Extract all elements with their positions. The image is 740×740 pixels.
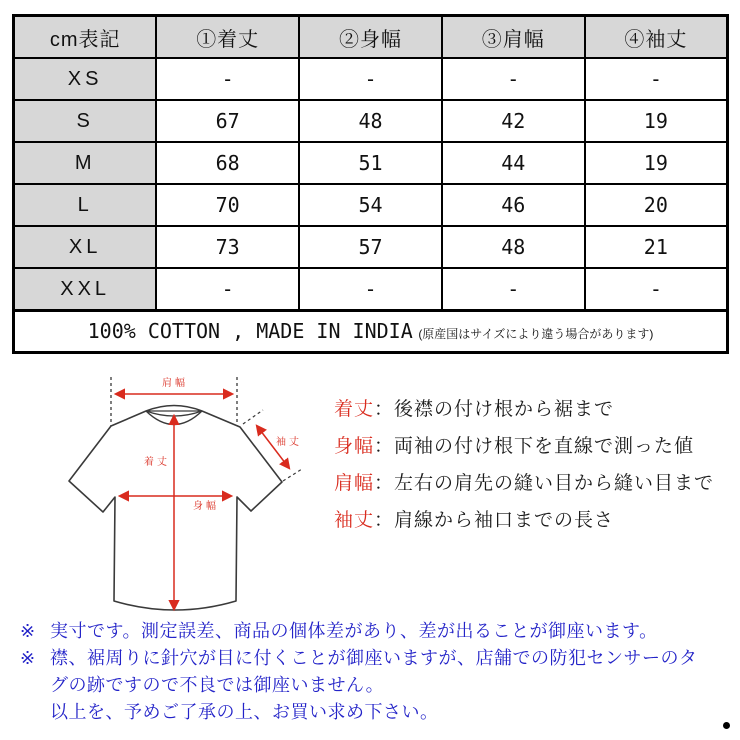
header-cell-length: ①着丈 bbox=[156, 16, 299, 59]
table-header-row bbox=[14, 16, 728, 59]
note-marker: ※ bbox=[20, 648, 36, 668]
legend-item-length bbox=[334, 391, 714, 428]
legend-item-sleeve bbox=[334, 502, 714, 539]
header-cell-width: ②身幅 bbox=[299, 16, 442, 59]
header-cell-unit: cm表記 bbox=[14, 16, 157, 59]
value-cell: - bbox=[299, 268, 442, 311]
value-cell: 48 bbox=[442, 226, 585, 268]
value-cell: 20 bbox=[585, 184, 728, 226]
material-cell bbox=[14, 311, 728, 353]
note-text: 実寸です。測定誤差、商品の個体差があり、差が出ることが御座います。 bbox=[50, 621, 658, 641]
size-label: M bbox=[14, 142, 157, 184]
legend-term: 肩幅 bbox=[334, 473, 375, 494]
value-cell: 48 bbox=[299, 100, 442, 142]
value-cell: 51 bbox=[299, 142, 442, 184]
note-line-3 bbox=[20, 672, 734, 699]
note-marker: ※ bbox=[20, 621, 36, 641]
legend-term: 着丈 bbox=[334, 399, 375, 420]
table-row-xxl bbox=[14, 268, 728, 311]
value-cell: 70 bbox=[156, 184, 299, 226]
value-cell: - bbox=[156, 58, 299, 100]
sleeve-guide-top bbox=[243, 410, 263, 424]
value-cell: 19 bbox=[585, 142, 728, 184]
footnotes bbox=[20, 618, 734, 726]
legend-desc: ：左右の肩先の縫い目から縫い目まで bbox=[374, 473, 715, 494]
table-footer-row bbox=[14, 311, 728, 353]
value-cell: 44 bbox=[442, 142, 585, 184]
size-label: S bbox=[14, 100, 157, 142]
value-cell: - bbox=[585, 268, 728, 311]
table-row-m bbox=[14, 142, 728, 184]
value-cell: 73 bbox=[156, 226, 299, 268]
legend-desc: ：後襟の付け根から裾まで bbox=[374, 399, 615, 420]
note-line-1 bbox=[20, 618, 734, 645]
table-row-s bbox=[14, 100, 728, 142]
size-label: XL bbox=[14, 226, 157, 268]
table-row-l bbox=[14, 184, 728, 226]
table-row-xs bbox=[14, 58, 728, 100]
shoulder-width-label: 肩幅 bbox=[162, 378, 188, 389]
measurement-legend bbox=[334, 391, 714, 539]
sleeve-guide-bottom bbox=[283, 469, 302, 481]
table-row-xl bbox=[14, 226, 728, 268]
value-cell: - bbox=[585, 58, 728, 100]
size-chart-table bbox=[12, 14, 729, 354]
note-marker bbox=[20, 699, 50, 726]
body-width-label: 身幅 bbox=[193, 501, 219, 512]
note-line-4 bbox=[20, 699, 734, 726]
sleeve-length-label: 袖丈 bbox=[276, 437, 302, 448]
value-cell: - bbox=[299, 58, 442, 100]
note-line-2 bbox=[20, 645, 734, 672]
value-cell: 21 bbox=[585, 226, 728, 268]
value-cell: 68 bbox=[156, 142, 299, 184]
tshirt-outline bbox=[69, 406, 282, 611]
legend-term: 身幅 bbox=[334, 436, 375, 457]
tshirt-measurement-diagram bbox=[50, 370, 350, 625]
legend-desc: ：肩線から袖口までの長さ bbox=[374, 510, 615, 531]
size-label: L bbox=[14, 184, 157, 226]
value-cell: 54 bbox=[299, 184, 442, 226]
note-marker bbox=[20, 672, 50, 699]
corner-dot bbox=[723, 722, 730, 729]
value-cell: 42 bbox=[442, 100, 585, 142]
legend-item-width bbox=[334, 428, 714, 465]
note-text: グの跡ですので不良では御座いません。 bbox=[50, 675, 385, 695]
body-length-label: 着丈 bbox=[144, 457, 170, 468]
material-text: 100% COTTON , MADE IN INDIA bbox=[87, 319, 413, 343]
value-cell: 67 bbox=[156, 100, 299, 142]
value-cell: 19 bbox=[585, 100, 728, 142]
note-text: 以上を、予めご了承の上、お買い求め下さい。 bbox=[50, 702, 439, 722]
value-cell: - bbox=[442, 58, 585, 100]
size-label: XS bbox=[14, 58, 157, 100]
value-cell: - bbox=[442, 268, 585, 311]
legend-term: 袖丈 bbox=[334, 510, 375, 531]
header-cell-sleeve: ④袖丈 bbox=[585, 16, 728, 59]
note-text: 襟、裾周りに針穴が目に付くことが御座いますが、店舗での防犯センサーのタ bbox=[50, 648, 698, 668]
legend-desc: ：両袖の付け根下を直線で測った値 bbox=[374, 436, 695, 457]
value-cell: 46 bbox=[442, 184, 585, 226]
legend-item-shoulder bbox=[334, 465, 714, 502]
value-cell: - bbox=[156, 268, 299, 311]
origin-note: (原産国はサイズにより違う場合があります) bbox=[418, 327, 654, 341]
value-cell: 57 bbox=[299, 226, 442, 268]
size-label: XXL bbox=[14, 268, 157, 311]
header-cell-shoulder: ③肩幅 bbox=[442, 16, 585, 59]
